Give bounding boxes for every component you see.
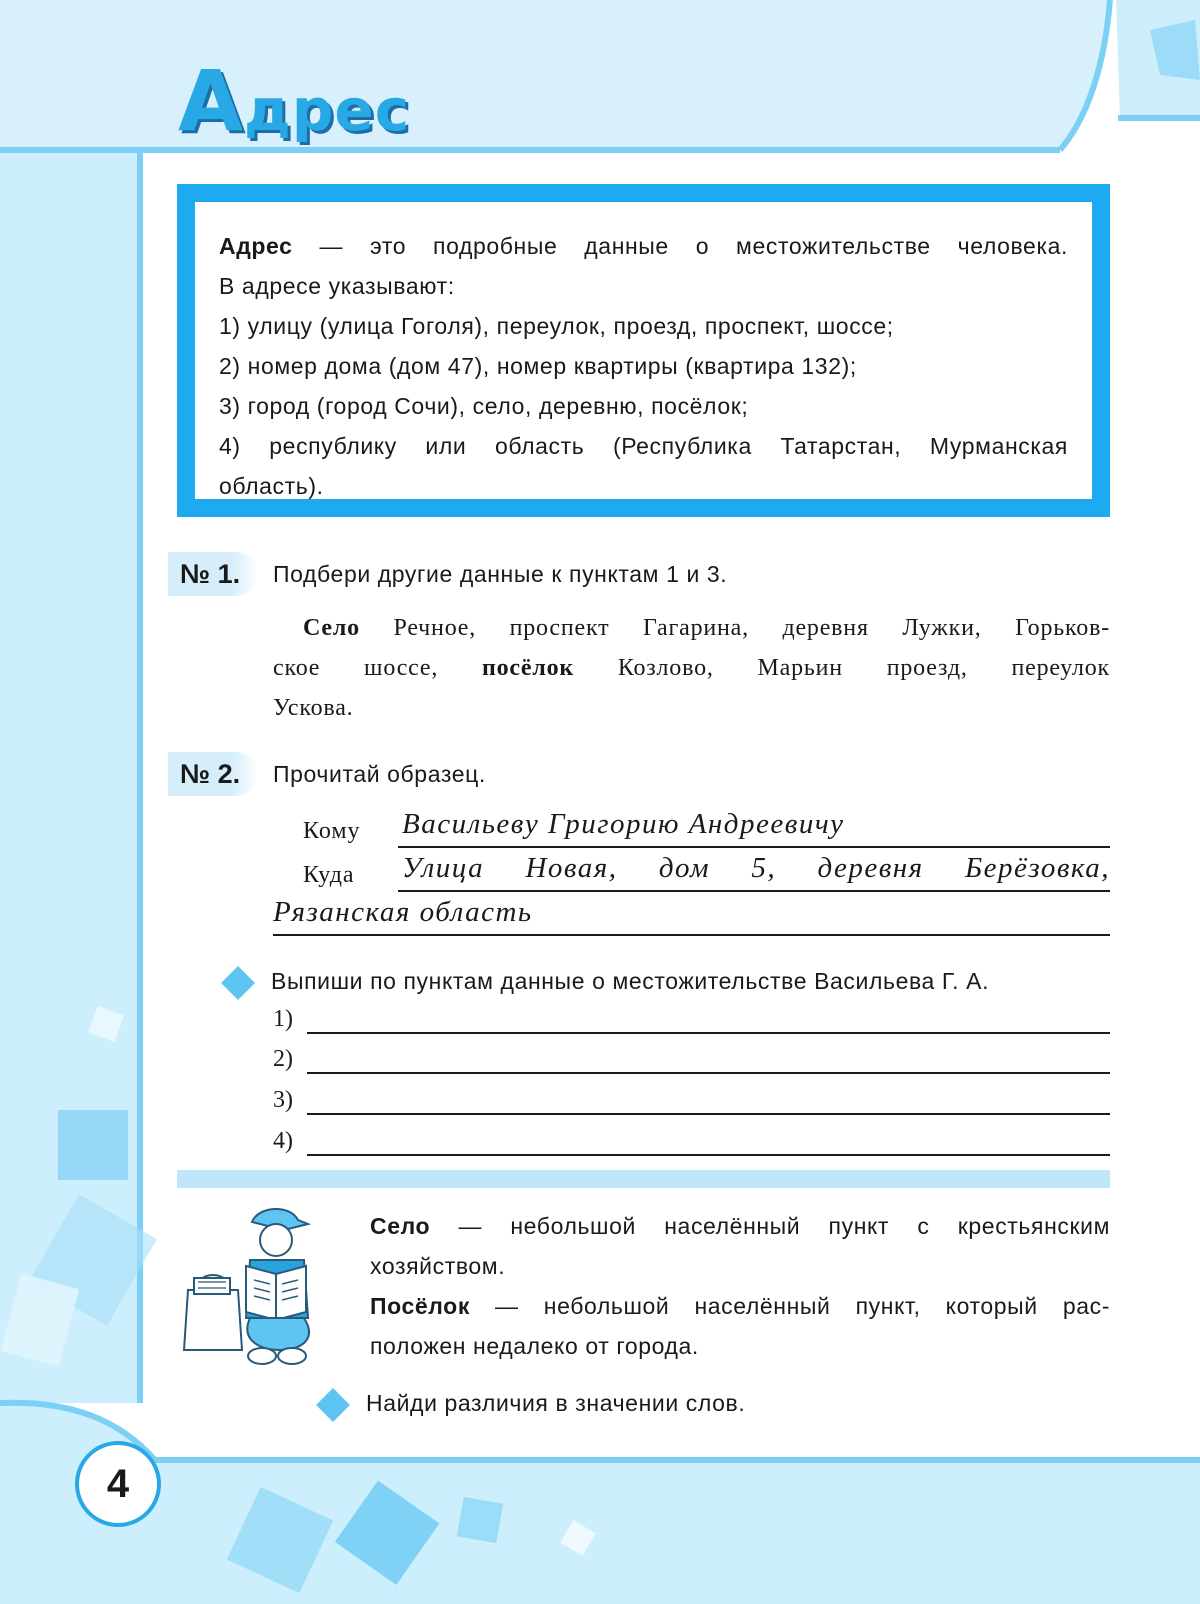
task-2-number: № 2. bbox=[168, 752, 258, 796]
blank-label-3: 3) bbox=[273, 1087, 293, 1113]
where-underline-1 bbox=[398, 890, 1110, 892]
info-item-1: 1) улицу (улица Гоголя), переулок, проезд, проспект, шоссе; bbox=[219, 313, 894, 339]
blank-line-2[interactable] bbox=[307, 1072, 1110, 1074]
blank-label-4: 4) bbox=[273, 1128, 293, 1154]
section-divider-band bbox=[177, 1170, 1110, 1188]
where-value-line-1: Улица Новая, дом 5, деревня Берёзовка, bbox=[402, 852, 1110, 884]
task-1-prompt: Подбери другие данные к пунктам 1 и 3. bbox=[273, 561, 728, 587]
info-definition: Адрес — это подробные данные о местожительстве человека. bbox=[219, 233, 1068, 259]
info-item-4-cont: область). bbox=[219, 473, 324, 499]
bottom-band-shape bbox=[0, 1403, 1200, 1604]
blank-label-2: 2) bbox=[273, 1046, 293, 1072]
to-underline bbox=[398, 846, 1110, 848]
where-value-line-2: Рязанская область bbox=[273, 896, 533, 928]
page-number: 4 bbox=[75, 1441, 161, 1527]
info-item-2: 2) номер дома (дом 47), номер квартиры (квартира 132); bbox=[219, 353, 857, 379]
where-label: Куда bbox=[303, 862, 355, 888]
task-1-number: № 1. bbox=[168, 552, 258, 596]
info-intro: В адресе указывают: bbox=[219, 273, 455, 299]
where-underline-2 bbox=[273, 934, 1110, 936]
exercise-2-text: Найди различия в значении слов. bbox=[366, 1390, 746, 1416]
task-1-word-list: Село Речное, проспект Гагарина, деревня Лужки, Горьков- ское шоссе, посёлок Козлово, Марьин проезд, переулок Ускова. bbox=[273, 615, 1111, 721]
blank-line-3[interactable] bbox=[307, 1113, 1110, 1115]
blank-line-1[interactable] bbox=[307, 1032, 1110, 1034]
definitions-block: Село — небольшой населённый пункт с крестьянским хозяйством. Посёлок — небольшой населённый пункт, который рас- положен недалеко от города. bbox=[370, 1206, 1110, 1366]
info-item-4: 4) республику или область (Республика Татарстан, Мурманская bbox=[219, 433, 1068, 459]
task-2-prompt: Прочитай образец. bbox=[273, 761, 486, 787]
def-selo: Село — небольшой населённый пункт с крестьянским bbox=[370, 1213, 1110, 1239]
boy-reading-illustration bbox=[180, 1200, 350, 1370]
to-label: Кому bbox=[303, 818, 361, 844]
info-item-3: 3) город (город Сочи), село, деревню, посёлок; bbox=[219, 393, 749, 419]
blank-label-1: 1) bbox=[273, 1006, 293, 1032]
page-title: Адрес bbox=[178, 52, 411, 150]
to-value: Васильеву Григорию Андреевичу bbox=[402, 808, 845, 840]
exercise-1-text: Выпиши по пунктам данные о местожительстве Васильева Г. А. bbox=[271, 968, 990, 994]
blank-line-4[interactable] bbox=[307, 1154, 1110, 1156]
top-band-shape bbox=[0, 0, 1110, 150]
address-info-box bbox=[177, 184, 1110, 517]
def-posyolok: Посёлок — небольшой населённый пункт, который рас- bbox=[370, 1293, 1110, 1319]
